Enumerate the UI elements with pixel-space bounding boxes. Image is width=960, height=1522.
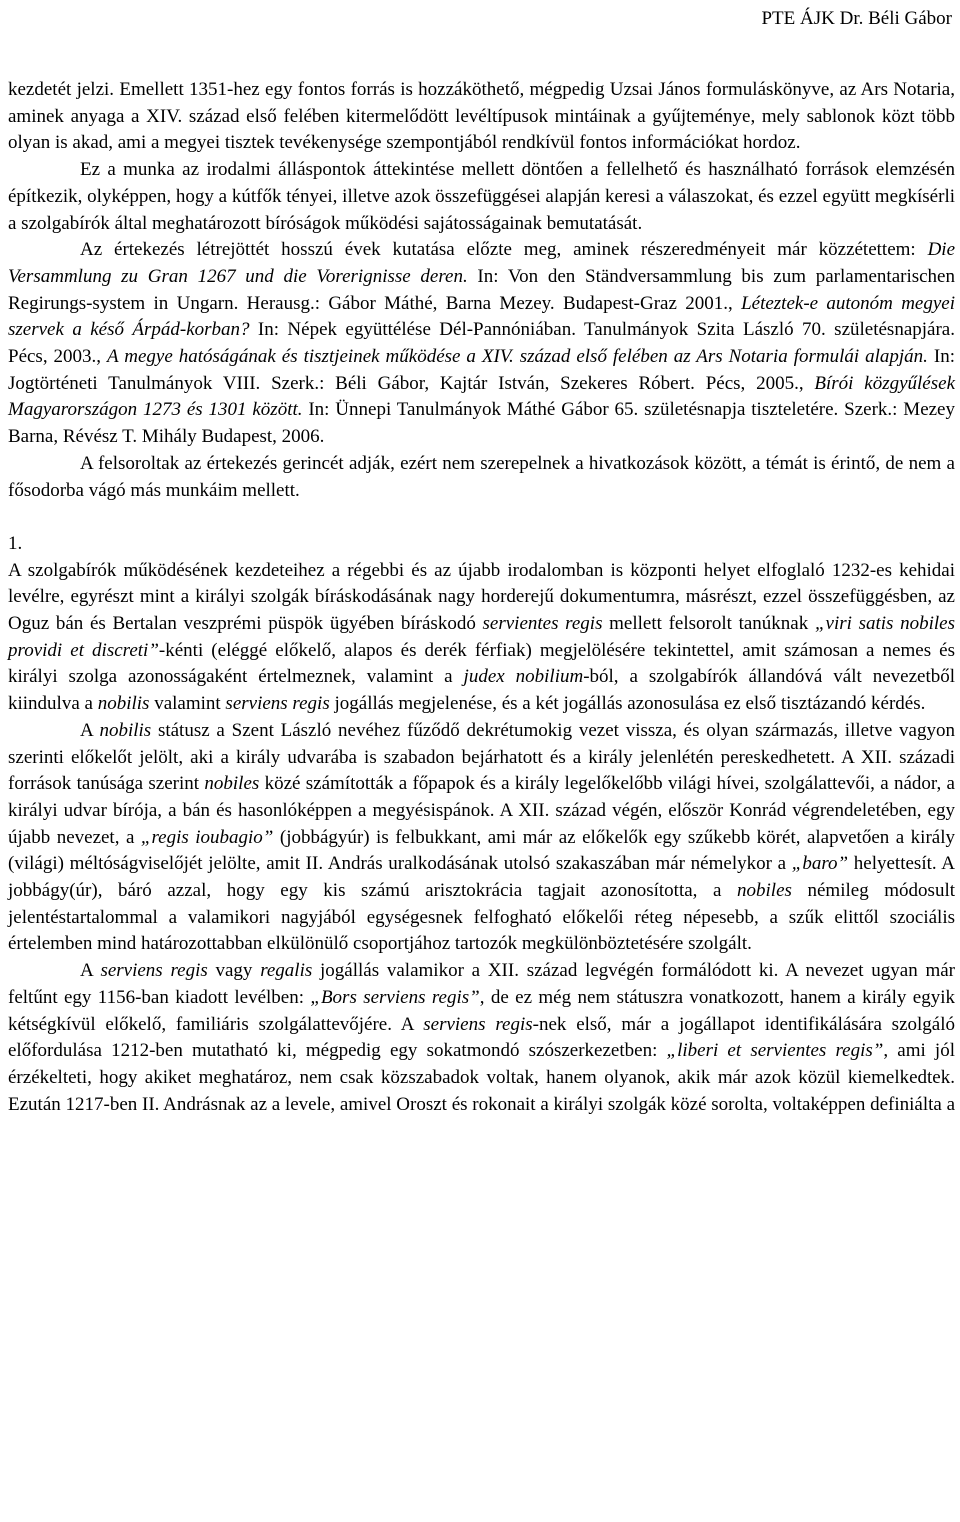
publication-title: Bírói közgyűlések Magyarországon 1273 és 1301 között. — [8, 372, 955, 421]
section-paragraph-2: A nobilis státusz a Szent László nevéhez fűződő dekrétumokig vezet vissza, és olyan származás, illetve vagyon szerinti előkelőt jelölt, aki a király udvarába is szabadon bejárhatott és a király jelenlétén pereskedhetett. A XII. századi források tanúsága szerint nobiles közé számították a főpapok és a király legelőkelőbb világi hívei, szolgálattevői, a nádor, a királyi udvar bírója, a bán és hasonlóképpen a megyésispánok. A XII. század végén, először Konrád végrendeletében, egy újabb nevezet, a „regis ioubagio” (jobbágyúr) is felbukkant, ami már az előkelők egy szűkebb körét, alapvetően a király (világi) méltóságviselőjét jelölte, amit II. András uralkodásának utolsó szakaszában már némelykor a „baro” helyettesít. A jobbágy(úr), báró azzal, hogy egy kis számú arisztokrácia tagjait azonosította, a nobiles némileg módosult jelentéstartalommal a valamikori nagyjából egységesnek felfogható előkelői réteg népesebb, a szűk elittől szociális értelemben mind határozottabban elkülönülő csoportjához tartozók megkülönböztetésére szolgált. — [8, 719, 955, 955]
intro-paragraph-2: Ez a munka az irodalmi álláspontok áttekintése mellett döntően a fellelhető és használható források elemzésén építkezik, olyképpen, hogy a kútfők tényei, illetve azok összefüggései alapján keresi a válaszokat, és ezzel együtt megkísérli a szolgabírók által meghatározott bíróságok működési sajátosságainak bemutatását. — [8, 159, 955, 234]
document-body — [8, 77, 955, 1118]
header-author: PTE ÁJK Dr. Béli Gábor — [761, 8, 952, 29]
publication-title: A megye hatóságának és tisztjeinek működése a XIV. század első felében az Ars Notaria formulái alapján. — [107, 346, 928, 368]
intro-paragraph-publications: Az értekezés létrejöttét hosszú évek kutatása előzte meg, aminek részeredményeit már közzétettem: Die Versammlung zu Gran 1267 und die Vorerignisse deren. In: Von den Ständversammlung bis zum parlamentarischen Regirungs-system in Ungarn. Herausg.: Gábor Máthé, Barna Mezey. Budapest-Graz 2001., Léteztek-e autonóm megyei szervek a késő Árpád-korban? In: Népek együttélése Dél-Pannóniában. Tanulmányok Szita László 70. születésnapjára. Pécs, 2003., A megye hatóságának és tisztjeinek működése a XIV. század első felében az Ars Notaria formulái alapján. In: Jogtörténeti Tanulmányok VIII. Szerk.: Béli Gábor, Kajtár István, Szekeres Róbert. Pécs, 2005., Bírói közgyűlések Magyarországon 1273 és 1301 között. In: Ünnepi Tanulmányok Máthé Gábor 65. születésnapja tiszteletére. Szerk.: Mezey Barna, Révész T. Mihály Budapest, 2006. — [8, 239, 956, 448]
section-number: 1. — [8, 532, 23, 554]
intro-paragraph-1: kezdetét jelzi. Emellett 1351-hez egy fontos forrás is hozzáköthető, mégpedig Uzsai János formuláskönyve, az Ars Notaria, aminek anyaga a XIV. század első felében kitermelődött levéltípusok mintáinak a gyűjteménye, mely sablonok közt több olyan is akad, ami a megyei tisztek tevékenysége szempontjából rendkívül fontos információkat hordoz. — [8, 79, 955, 154]
publication-title: Die Versammlung zu Gran 1267 und die Vorerignisse deren. — [8, 239, 955, 287]
page-header — [761, 8, 952, 30]
section-paragraph-3: A serviens regis vagy regalis jogállás valamikor a XII. század legvégén formálódott ki. A nevezet ugyan már feltűnt egy 1156-ban kiadott levélben: „Bors serviens regis”, de ez még nem státuszra vonatkozott, hanem a király egyik kétségkívül előkelő, familiáris szolgálattevőjére. A serviens regis-nek első, már a jogállapot identifikálására szolgáló előfordulása 1212-ben mutatható ki, mégpedig egy sokatmondó szószerkezetben: „liberi et servientes regis”, ami jól érzékelteti, hogy akiket meghatároz, nem csak közszabadok voltak, hanem olyanok, akik már azok közül kiemelkedtek. Ezután 1217-ben II. Andrásnak az a levele, amivel Oroszt és rokonait a királyi szolgák közé sorolta, voltaképpen definiálta a — [8, 960, 956, 1115]
intro-paragraph-4: A felsoroltak az értekezés gerincét adják, ezért nem szerepelnek a hivatkozások között, a témát is érintő, de nem a fősodorba vágó más munkáim mellett. — [8, 452, 955, 501]
publication-title: Léteztek-e autonóm megyei szervek a késő Árpád-korban? — [8, 292, 956, 341]
spacer — [8, 504, 955, 531]
section-paragraph-1: A szolgabírók működésének kezdeteihez a régebbi és az újabb irodalomban is központi helyet elfoglaló 1232-es kehidai levélre, egyrészt mint a királyi szolgák bíráskodásának nagy horderejű dokumentumra, másrészt, ezzel összefüggésben, az Oguz bán és Bertalan veszprémi püspök ügyében bíráskodó servientes regis mellett felsorolt tanúknak „viri satis nobiles providi et discreti”-kénti (eléggé előkelő, alapos és derék férfiak) megjelölésére tekintettel, amit számosan a nemes és királyi szolga azonosságaként értelmeznek, valamint a judex nobilium-ból, a szolgabírók állandóvá vált nevezetből kiindulva a nobilis valamint serviens regis jogállás megjelenése, és a két jogállás azonosulása ez első tisztázandó kérdés. — [8, 559, 956, 715]
